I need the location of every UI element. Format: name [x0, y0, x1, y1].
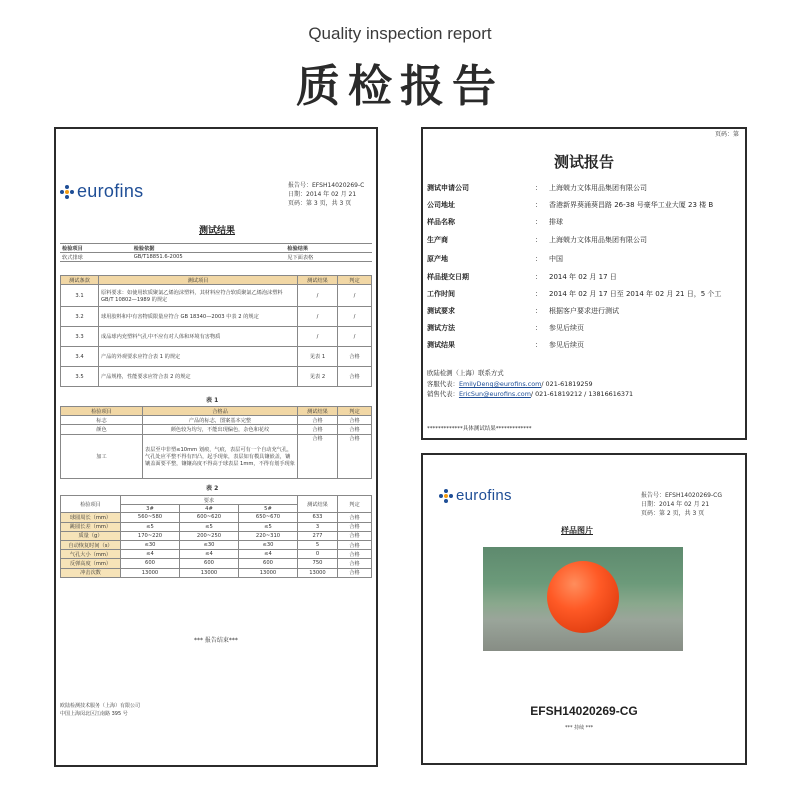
cell: 600 [180, 559, 239, 568]
cell: 5 [298, 540, 338, 549]
cell: / [298, 307, 338, 327]
col-header: 判定 [338, 276, 372, 285]
col-header: 测试结果 [298, 276, 338, 285]
table-row [61, 425, 372, 434]
email-link[interactable]: EmilyDeng@eurofins.com [458, 380, 542, 388]
cell: 表层至中非塑≤10mm 划痕，气痕，表层可有一个自动充气孔，气孔处应平整不得有凹凸，起手现象，表层如有模具镶嵌盖，镶镶盖面要平整，镶镶高度不得高于球表层 1mm，不得有划手现象 [143, 434, 298, 478]
table-row [61, 347, 372, 367]
eurofins-logo [439, 487, 512, 504]
table-row [61, 367, 372, 387]
page-label: 页码：第 [714, 131, 739, 138]
cell: 3.3 [61, 327, 99, 347]
table-row [61, 531, 372, 540]
field-value: 中国 [549, 255, 563, 263]
cell: 600~620 [180, 513, 239, 522]
field-label: 测试要求 [427, 307, 455, 315]
info-header: 检验项目 [60, 244, 132, 253]
col-header: 4# [180, 505, 239, 513]
cell: 633 [298, 513, 338, 522]
cell: / [338, 285, 372, 307]
cell: 750 [298, 559, 338, 568]
cell: 球圆周长（mm） [61, 513, 121, 522]
meta-line: 日期：2014 年 02 月 21 [641, 501, 710, 508]
contact-title: 欧陆检测（上海）联系方式 [427, 369, 504, 377]
logo-text: eurofins [456, 487, 512, 504]
footer-line: 欧陆检测技术服务（上海）有限公司 [60, 703, 141, 709]
cell: 标志 [61, 416, 143, 425]
cell: 合格 [338, 416, 372, 425]
info-cell: 软式排球 [60, 253, 132, 262]
section-title: 测试结果 [199, 226, 236, 236]
cell: ≤30 [180, 540, 239, 549]
field-label: 工作时间 [427, 290, 455, 298]
report-title: 测试报告 [553, 153, 614, 171]
cell: 冲击次数 [61, 568, 121, 577]
cell: / [338, 327, 372, 347]
cell: ≤5 [121, 522, 180, 531]
spec-table [60, 495, 372, 578]
cell: 合格 [338, 425, 372, 434]
appearance-table [60, 406, 372, 479]
field-label: 测试方法 [427, 324, 455, 332]
sample-photo [483, 547, 683, 651]
cell: 13000 [239, 568, 298, 577]
info-cell: GB/T18851.6-2005 [132, 253, 286, 262]
cell: ≤30 [121, 540, 180, 549]
field-value: 排球 [549, 218, 563, 226]
table-row [61, 307, 372, 327]
field-value: 香港新界葵涌葵昌路 26-38 号豪华工业大厦 23 楼 B [549, 201, 714, 209]
meta-line: 日期：2014 年 02 月 21 [288, 191, 357, 198]
field-row: 生产商 ： 上海兢力文体用品集团有限公司 [427, 234, 745, 246]
table-row [61, 568, 372, 577]
cell: 跳圆长差（mm） [61, 522, 121, 531]
cell: 产品规格，性能要求应符合表 2 的规定 [99, 367, 298, 387]
test-results-page [54, 127, 378, 767]
contact-line [427, 390, 633, 400]
cell: / [298, 285, 338, 307]
cell: 颜色 [61, 425, 143, 434]
field-value: 根据客户要求进行测试 [549, 307, 619, 315]
test-report-page [421, 127, 747, 440]
meta-line: 报告号：EFSH14020269-C [288, 182, 365, 189]
col-header: 测试项目 [99, 276, 298, 285]
cell: ≤5 [239, 522, 298, 531]
cell: ≤4 [180, 550, 239, 559]
cell: 合格 [298, 434, 338, 478]
info-table [60, 243, 372, 262]
cell: 650~670 [239, 513, 298, 522]
cell: 277 [298, 531, 338, 540]
cell: 气孔大小（mm） [61, 550, 121, 559]
field-label: 生产商 [427, 236, 448, 244]
eurofins-dots-icon [60, 185, 74, 199]
section-title: 样品图片 [561, 526, 593, 535]
cell: 220~310 [239, 531, 298, 540]
field-label: 样品提交日期 [427, 273, 469, 281]
field-row: 原产地 ： 中国 [427, 253, 745, 265]
field-value: 上海兢力文体用品集团有限公司 [549, 184, 647, 192]
cell: 合格 [338, 559, 372, 568]
table-row [61, 327, 372, 347]
cell: 13000 [121, 568, 180, 577]
table-row [61, 522, 372, 531]
col-header: 测试结果 [298, 496, 338, 513]
cell: / [338, 307, 372, 327]
field-value: 2014 年 02 月 17 日 [549, 273, 617, 281]
cell: ≤30 [239, 540, 298, 549]
field-label: 测试结果 [427, 341, 455, 349]
contact-label: 客服代表： [427, 380, 459, 388]
cell: 3.2 [61, 307, 99, 327]
cell: 合格 [338, 540, 372, 549]
end-note: *** 持续 *** [565, 725, 594, 731]
cell: 3 [298, 522, 338, 531]
contact-line [427, 380, 593, 390]
cell: 3.5 [61, 367, 99, 387]
table-row [61, 434, 372, 478]
field-value: 参见后续页 [549, 341, 584, 349]
table1-caption: 表 1 [206, 397, 219, 404]
cell: 合格 [338, 522, 372, 531]
cell: 600 [239, 559, 298, 568]
field-row: 测试结果 ： 参见后续页 [427, 339, 745, 351]
cell: 合格 [338, 367, 372, 387]
table-row [61, 559, 372, 568]
tail-note: *************具体测试结果************* [427, 426, 532, 432]
field-label: 测试申请公司 [427, 184, 469, 192]
group-header: 要求 [121, 496, 298, 505]
volleyball-image [547, 561, 619, 633]
header-title-en: Quality inspection report [308, 24, 492, 43]
contact-label: 销售代表： [427, 390, 459, 398]
cell: ≤4 [239, 550, 298, 559]
cell: 合格 [298, 416, 338, 425]
field-row: 测试申请公司 ： 上海兢力文体用品集团有限公司 [427, 182, 745, 194]
cell: 3.1 [61, 285, 99, 307]
cell: ≤4 [121, 550, 180, 559]
cell: 合格 [338, 513, 372, 522]
sample-photo-page [421, 453, 747, 765]
field-row: 测试要求 ： 根据客户要求进行测试 [427, 305, 745, 317]
col-header: 合格品 [143, 407, 298, 416]
cell: 合格 [298, 425, 338, 434]
cell: 球用胶料和中有害物质限量应符合 GB 18340—2003 中表 2 的规定 [99, 307, 298, 327]
report-meta [288, 181, 364, 208]
col-header: 5# [239, 505, 298, 513]
footer-line: 中国上海闵北区江南路 395 号 [60, 711, 128, 717]
cell: 200~250 [180, 531, 239, 540]
field-value: 参见后续页 [549, 324, 584, 332]
header-title-zh: 质检报告 [296, 61, 504, 112]
field-row: 样品名称 ： 排球 [427, 216, 745, 228]
field-row: 公司地址 ： 香港新界葵涌葵昌路 26-38 号豪华工业大厦 23 楼 B [427, 199, 745, 211]
cell: 合格 [338, 550, 372, 559]
cell: 颜色较为均匀，不能出现偏色，杂色和花纹 [143, 425, 298, 434]
cell: 0 [298, 550, 338, 559]
eurofins-dots-icon [439, 489, 453, 503]
cell: 反弹高度（mm） [61, 559, 121, 568]
cell: 合格 [338, 347, 372, 367]
col-header: 检验项目 [61, 407, 143, 416]
cell: 3.4 [61, 347, 99, 367]
table-row [61, 416, 372, 425]
cell: 170~220 [121, 531, 180, 540]
col-header: 判定 [338, 496, 372, 513]
cell: / [298, 327, 338, 347]
table-row [61, 513, 372, 522]
table-row [61, 285, 372, 307]
cell: ≤5 [180, 522, 239, 531]
report-code: EFSH14020269-CG [530, 704, 638, 718]
field-row: 工作时间 ： 2014 年 02 月 17 日至 2014 年 02 月 21 日，5 个工 [427, 288, 745, 300]
info-header: 检验结果 [285, 244, 372, 253]
info-header: 检验依据 [132, 244, 286, 253]
cell: 600 [121, 559, 180, 568]
cell: 原料要求：如使用软质聚氯乙烯泡沫塑料，其材料应符合软质聚氯乙烯泡沫塑料 GB/T 10802—1989 的规定 [99, 285, 298, 307]
col-header: 判定 [338, 407, 372, 416]
main-results-table [60, 275, 372, 387]
report-meta [641, 491, 722, 518]
cell: 560~580 [121, 513, 180, 522]
field-row: 样品提交日期 ： 2014 年 02 月 17 日 [427, 271, 745, 283]
contact-rest: / 021-61819259 [541, 380, 593, 388]
cell: 13000 [298, 568, 338, 577]
field-label: 原产地 [427, 255, 448, 263]
cell: 加工 [61, 434, 143, 478]
eurofins-logo [60, 181, 143, 202]
meta-line: 报告号：EFSH14020269-CG [641, 492, 723, 499]
meta-line: 页码：第 3 页，共 3 页 [288, 200, 352, 207]
cell: 质量（g） [61, 531, 121, 540]
field-row: 测试方法 ： 参见后续页 [427, 322, 745, 334]
end-note: *** 报告结束*** [194, 637, 238, 644]
field-value: 上海兢力文体用品集团有限公司 [549, 236, 647, 244]
cell: 产品的外观要求应符合表 1 的规定 [99, 347, 298, 367]
table-row [61, 550, 372, 559]
field-label: 样品名称 [427, 218, 455, 226]
cell: 成品球内充塑料气孔中不应有对人体和环境有害物质 [99, 327, 298, 347]
meta-line: 页码：第 2 页，共 3 页 [641, 510, 705, 517]
field-value: 2014 年 02 月 17 日至 2014 年 02 月 21 日，5 个工 [549, 290, 722, 298]
col-header: 3# [121, 505, 180, 513]
cell: 产品的标志，图案基本完整 [143, 416, 298, 425]
field-label: 公司地址 [427, 201, 455, 209]
logo-text: eurofins [77, 181, 144, 201]
col-header: 测试结果 [298, 407, 338, 416]
table2-caption: 表 2 [206, 485, 219, 492]
table-row [61, 540, 372, 549]
email-link[interactable]: EricSun@eurofins.com [458, 390, 531, 398]
cell: 合格 [338, 568, 372, 577]
col-header: 检验项目 [61, 496, 121, 513]
cell: 13000 [180, 568, 239, 577]
contact-rest: / 021-61819212 / 13816616371 [530, 390, 634, 398]
cell: 合格 [338, 434, 372, 478]
cell: 见表 2 [298, 367, 338, 387]
col-header: 测试条款 [61, 276, 99, 285]
cell: 见表 1 [298, 347, 338, 367]
cell: 自动恢复时间（s） [61, 540, 121, 549]
cell: 合格 [338, 531, 372, 540]
info-cell: 见下面表格 [285, 253, 372, 262]
